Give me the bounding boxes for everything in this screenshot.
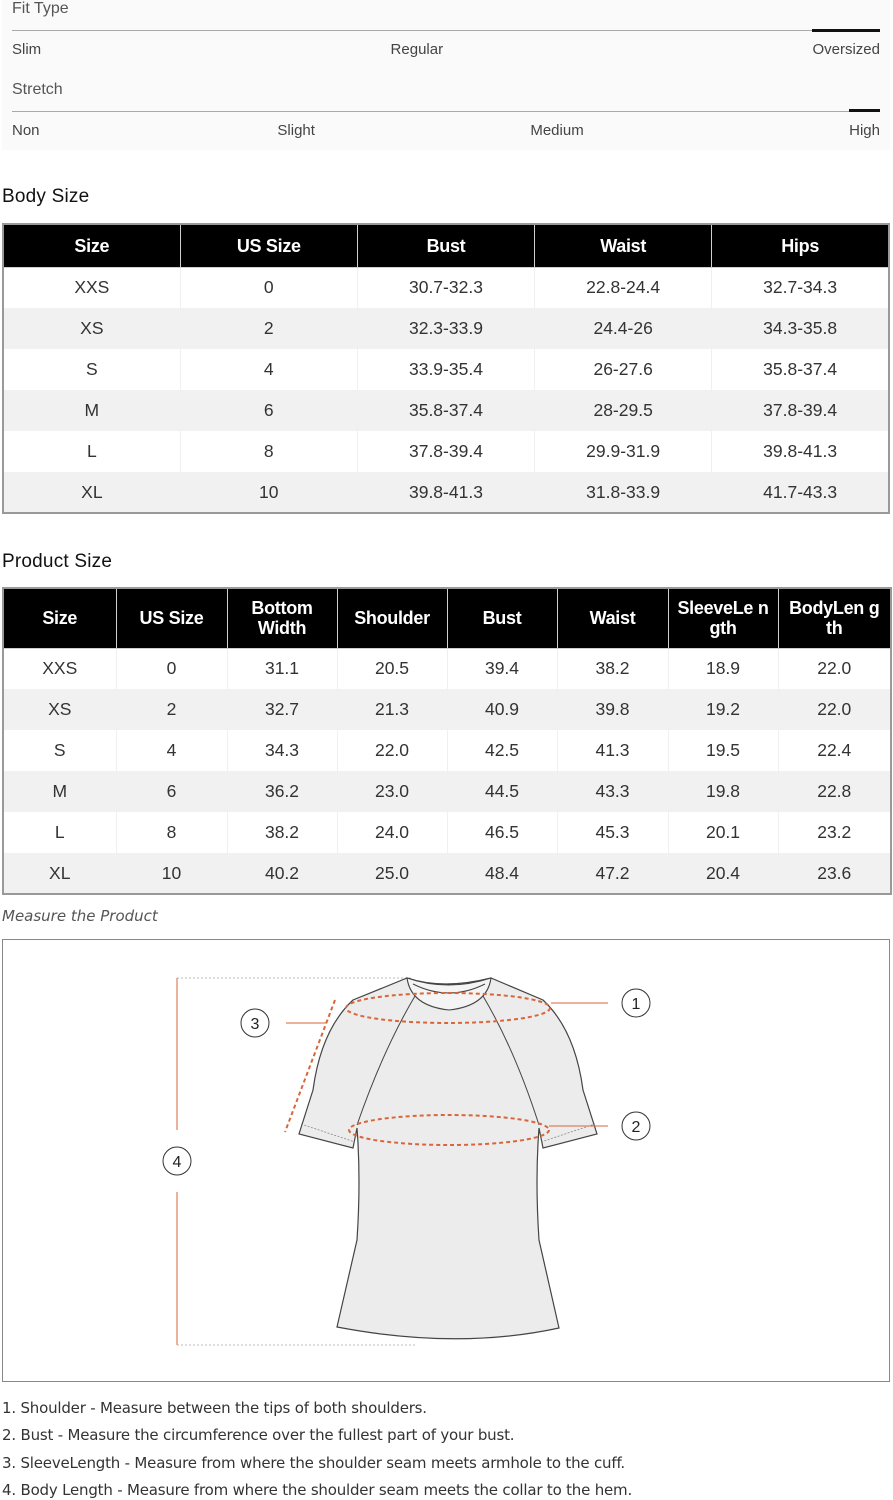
table-row bbox=[3, 648, 891, 689]
cell: 22.0 bbox=[337, 730, 447, 771]
body-size-table bbox=[2, 223, 890, 514]
cell: 20.1 bbox=[668, 812, 778, 853]
header-waist: Waist bbox=[535, 224, 712, 267]
cell: 29.9-31.9 bbox=[535, 431, 712, 472]
cell: 32.7-34.3 bbox=[712, 267, 889, 308]
table-row bbox=[3, 267, 889, 308]
cell: 26-27.6 bbox=[535, 349, 712, 390]
stretch-scale bbox=[12, 111, 880, 112]
cell: 31.1 bbox=[227, 648, 337, 689]
cell: 44.5 bbox=[447, 771, 557, 812]
note-shoulder: 1. Shoulder - Measure between the tips of both shoulders. bbox=[2, 1399, 427, 1417]
header-bust: Bust bbox=[357, 224, 534, 267]
cell: 25.0 bbox=[337, 853, 447, 894]
fit-type-scale bbox=[12, 30, 880, 31]
cell: 33.9-35.4 bbox=[357, 349, 534, 390]
cell: 40.2 bbox=[227, 853, 337, 894]
cell: 6 bbox=[180, 390, 357, 431]
header-body-length: BodyLen gth bbox=[778, 588, 891, 648]
cell: 39.8-41.3 bbox=[357, 472, 534, 513]
cell: 46.5 bbox=[447, 812, 557, 853]
cell: 47.2 bbox=[557, 853, 668, 894]
cell: 24.0 bbox=[337, 812, 447, 853]
fit-type-title: Fit Type bbox=[12, 0, 69, 17]
cell: 38.2 bbox=[227, 812, 337, 853]
note-bust: 2. Bust - Measure the circumference over the fullest part of your bust. bbox=[2, 1426, 515, 1445]
cell: XXS bbox=[3, 648, 116, 689]
table-row bbox=[3, 472, 889, 513]
header-us-size: US Size bbox=[116, 588, 227, 648]
table-row bbox=[3, 308, 889, 349]
table-row bbox=[3, 771, 891, 812]
cell: 38.2 bbox=[557, 648, 668, 689]
stretch-labels bbox=[12, 122, 880, 139]
cell: 43.3 bbox=[557, 771, 668, 812]
cell: 22.0 bbox=[778, 689, 891, 730]
table-row bbox=[3, 390, 889, 431]
cell: 39.8 bbox=[557, 689, 668, 730]
cell: M bbox=[3, 771, 116, 812]
cell: 0 bbox=[116, 648, 227, 689]
cell: 23.6 bbox=[778, 853, 891, 894]
cell: 21.3 bbox=[337, 689, 447, 730]
header-size: Size bbox=[3, 588, 116, 648]
header-us-size: US Size bbox=[180, 224, 357, 267]
cell: 8 bbox=[180, 431, 357, 472]
cell: 23.0 bbox=[337, 771, 447, 812]
cell: 20.4 bbox=[668, 853, 778, 894]
marker-1-icon bbox=[622, 989, 650, 1017]
table-row bbox=[3, 853, 891, 894]
measure-caption: Measure the Product bbox=[2, 907, 158, 925]
cell: 40.9 bbox=[447, 689, 557, 730]
cell: 0 bbox=[180, 267, 357, 308]
header-sleeve-length: SleeveLe ngth bbox=[668, 588, 778, 648]
cell: 23.2 bbox=[778, 812, 891, 853]
header-waist: Waist bbox=[557, 588, 668, 648]
cell: M bbox=[3, 390, 180, 431]
cell: 37.8-39.4 bbox=[712, 390, 889, 431]
stretch-title: Stretch bbox=[12, 81, 63, 98]
cell: 39.4 bbox=[447, 648, 557, 689]
fit-type-labels bbox=[12, 41, 880, 58]
cell: 39.8-41.3 bbox=[712, 431, 889, 472]
cell: 2 bbox=[180, 308, 357, 349]
cell: XS bbox=[3, 308, 180, 349]
fit-type-indicator bbox=[812, 29, 880, 32]
cell: 18.9 bbox=[668, 648, 778, 689]
table-row bbox=[3, 689, 891, 730]
svg-text:2: 2 bbox=[631, 1119, 641, 1136]
marker-2-icon bbox=[622, 1112, 650, 1140]
cell: 22.0 bbox=[778, 648, 891, 689]
cell: XL bbox=[3, 472, 180, 513]
table-row bbox=[3, 431, 889, 472]
cell: 34.3 bbox=[227, 730, 337, 771]
header-shoulder: Shoulder bbox=[337, 588, 447, 648]
cell: XS bbox=[3, 689, 116, 730]
cell: 42.5 bbox=[447, 730, 557, 771]
cell: 32.3-33.9 bbox=[357, 308, 534, 349]
svg-text:1: 1 bbox=[631, 996, 641, 1013]
cell: 2 bbox=[116, 689, 227, 730]
note-body-length: 4. Body Length - Measure from where the shoulder seam meets the collar to the hem. bbox=[2, 1480, 633, 1499]
cell: 41.7-43.3 bbox=[712, 472, 889, 513]
svg-text:3: 3 bbox=[250, 1016, 260, 1033]
cell: 22.4 bbox=[778, 730, 891, 771]
fit-label-regular: Regular bbox=[390, 41, 444, 58]
stretch-indicator bbox=[849, 109, 880, 112]
cell: 22.8-24.4 bbox=[535, 267, 712, 308]
stretch-label-slight: Slight bbox=[277, 122, 315, 139]
table-row bbox=[3, 349, 889, 390]
cell: 4 bbox=[180, 349, 357, 390]
cell: 45.3 bbox=[557, 812, 668, 853]
measurement-notes bbox=[2, 1395, 632, 1500]
stretch-label-medium: Medium bbox=[530, 122, 584, 139]
header-size: Size bbox=[3, 224, 180, 267]
measurement-diagram bbox=[2, 939, 890, 1382]
header-bottom-width: Bottom Width bbox=[227, 588, 337, 648]
cell: XXS bbox=[3, 267, 180, 308]
fit-label-slim: Slim bbox=[12, 41, 42, 58]
cell: L bbox=[3, 431, 180, 472]
svg-text:4: 4 bbox=[172, 1154, 182, 1171]
cell: S bbox=[3, 730, 116, 771]
cell: 31.8-33.9 bbox=[535, 472, 712, 513]
table-header-row bbox=[3, 588, 891, 648]
stretch-label-high: High bbox=[849, 122, 880, 139]
fit-stretch-panel bbox=[2, 0, 890, 150]
stretch-label-non: Non bbox=[12, 122, 40, 139]
cell: 48.4 bbox=[447, 853, 557, 894]
cell: 30.7-32.3 bbox=[357, 267, 534, 308]
marker-4-icon bbox=[163, 1147, 191, 1175]
cell: 4 bbox=[116, 730, 227, 771]
fit-label-oversized: Oversized bbox=[812, 41, 880, 58]
product-size-table bbox=[2, 587, 892, 895]
cell: 41.3 bbox=[557, 730, 668, 771]
cell: 20.5 bbox=[337, 648, 447, 689]
marker-3-icon bbox=[241, 1009, 269, 1037]
cell: 19.5 bbox=[668, 730, 778, 771]
cell: 28-29.5 bbox=[535, 390, 712, 431]
note-sleeve-length: 3. SleeveLength - Measure from where the shoulder seam meets armhole to the cuff. bbox=[2, 1453, 625, 1472]
cell: 32.7 bbox=[227, 689, 337, 730]
table-header-row bbox=[3, 224, 889, 267]
cell: 24.4-26 bbox=[535, 308, 712, 349]
header-hips: Hips bbox=[712, 224, 889, 267]
cell: 36.2 bbox=[227, 771, 337, 812]
body-size-title: Body Size bbox=[2, 186, 90, 207]
cell: S bbox=[3, 349, 180, 390]
cell: XL bbox=[3, 853, 116, 894]
header-bust: Bust bbox=[447, 588, 557, 648]
cell: 10 bbox=[116, 853, 227, 894]
cell: 19.2 bbox=[668, 689, 778, 730]
table-row bbox=[3, 812, 891, 853]
tshirt-body bbox=[299, 978, 597, 1339]
cell: 34.3-35.8 bbox=[712, 308, 889, 349]
cell: 37.8-39.4 bbox=[357, 431, 534, 472]
cell: 6 bbox=[116, 771, 227, 812]
cell: 10 bbox=[180, 472, 357, 513]
cell: 8 bbox=[116, 812, 227, 853]
tshirt-illustration bbox=[3, 940, 891, 1383]
cell: L bbox=[3, 812, 116, 853]
cell: 19.8 bbox=[668, 771, 778, 812]
table-row bbox=[3, 730, 891, 771]
cell: 35.8-37.4 bbox=[712, 349, 889, 390]
cell: 35.8-37.4 bbox=[357, 390, 534, 431]
cell: 22.8 bbox=[778, 771, 891, 812]
product-size-title: Product Size bbox=[2, 551, 113, 572]
